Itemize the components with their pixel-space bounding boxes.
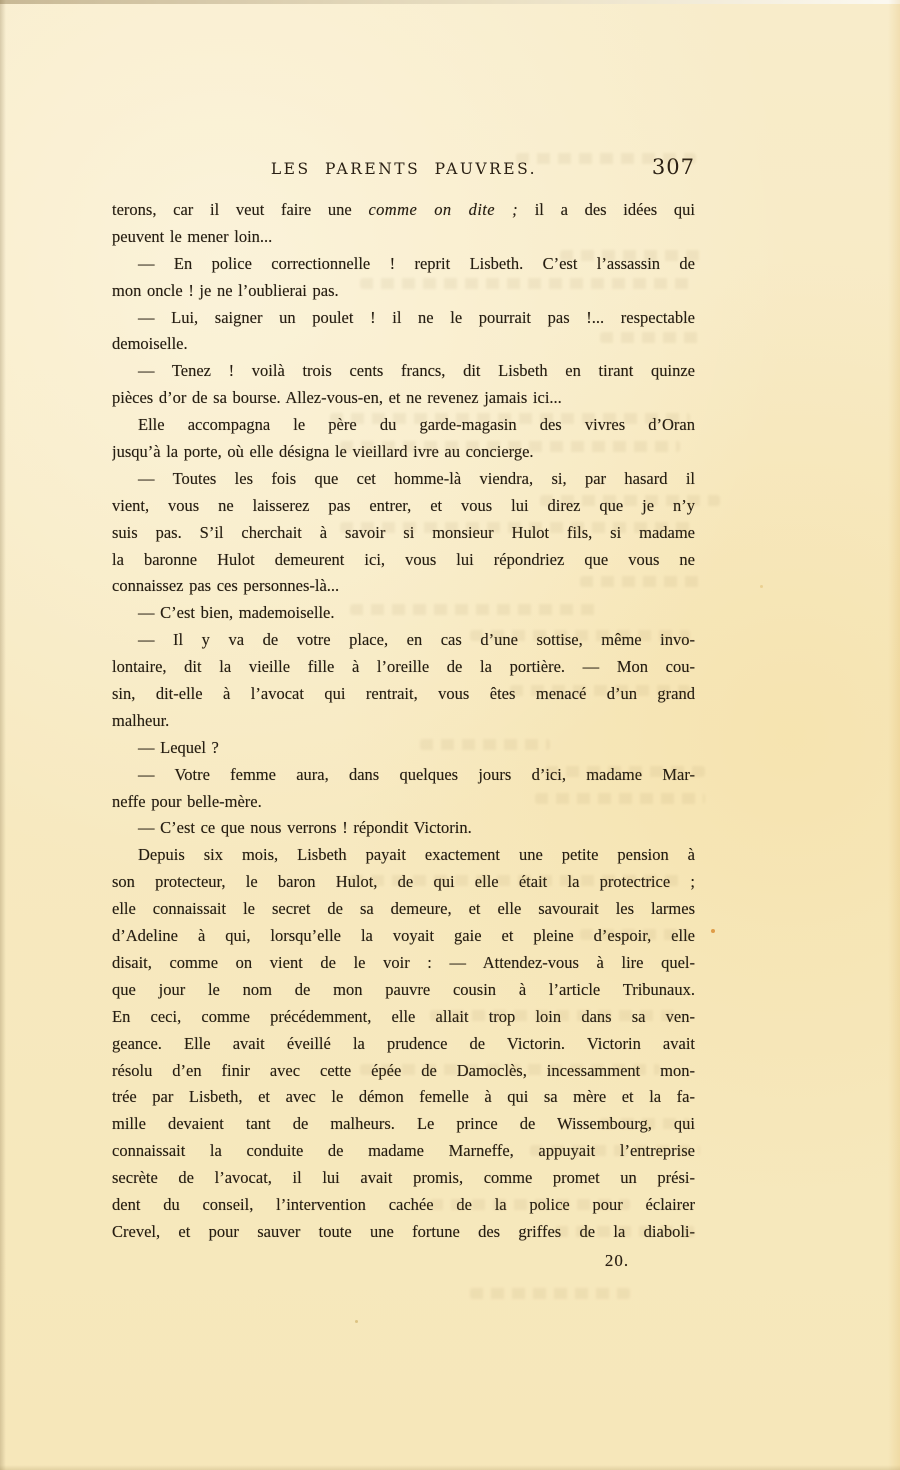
text-line <box>112 1058 695 1085</box>
paper-speck <box>711 929 715 933</box>
text-segment: Depuis six mois, Lisbeth payait exactement une petite pension à <box>138 845 695 865</box>
text-segment: — En police correctionnelle ! reprit Lisbeth. C’est l’assassin de <box>138 253 695 273</box>
text-line <box>112 1031 695 1058</box>
text-segment: — Lequel ? <box>138 737 219 757</box>
text-line <box>112 896 695 923</box>
text-segment: suis pas. S’il cherchait à savoir si monsieur Hulot fils, si madame <box>112 522 695 542</box>
body-text <box>112 197 695 1246</box>
text-segment: mon oncle ! je ne l’oublierai pas. <box>112 280 339 300</box>
text-segment: Crevel, et pour sauver toute une fortune des griffes de la diaboli- <box>112 1221 695 1241</box>
text-segment: geance. Elle avait éveillé la prudence de Victorin. Victorin avait <box>112 1033 695 1053</box>
text-line <box>112 573 695 600</box>
text-segment: peuvent le mener loin... <box>112 226 273 246</box>
text-segment: terons, car il veut faire une <box>112 200 369 219</box>
paper-speck <box>760 585 763 588</box>
text-line <box>112 224 695 251</box>
text-segment: comme on dite ; <box>368 200 519 219</box>
page-bottom-edge <box>0 1465 900 1470</box>
text-segment: vient, vous ne laisserez pas entrer, et vous lui direz que je n’y <box>112 495 695 515</box>
text-segment: neffe pour belle-mère. <box>112 791 262 811</box>
text-segment: trée par Lisbeth, et avec le démon femelle à qui sa mère et la fa- <box>112 1087 695 1107</box>
page-number: 307 <box>651 155 695 179</box>
text-line <box>112 789 695 816</box>
text-segment: — Lui, saigner un poulet ! il ne le pourrait pas !... respectable <box>138 307 695 327</box>
text-line <box>112 654 695 681</box>
text-segment: la baronne Hulot demeurent ici, vous lui répondriez que vous ne <box>112 549 695 569</box>
text-line <box>112 869 695 896</box>
text-line <box>112 600 695 627</box>
text-segment: secrète de l’avocat, il lui avait promis, comme promet un prési- <box>112 1168 695 1188</box>
text-line <box>112 1192 695 1219</box>
text-segment: — Toutes les fois que cet homme-là viendra, si, par hasard il <box>138 468 695 488</box>
text-segment: son protecteur, le baron Hulot, de qui elle était la protectrice ; <box>112 872 695 892</box>
text-segment: d’Adeline à qui, lorsqu’elle la voyait gaie et pleine d’espoir, elle <box>112 926 695 946</box>
text-line <box>112 439 695 466</box>
text-line <box>112 385 695 412</box>
text-line <box>112 735 695 762</box>
text-segment: lontaire, dit la vieille fille à l’oreille de la portière. — Mon cou- <box>112 657 695 677</box>
text-segment: que jour le nom de mon pauvre cousin à l’article Tribunaux. <box>112 979 695 999</box>
text-segment: dent du conseil, l’intervention cachée de la police pour éclairer <box>112 1194 695 1214</box>
text-line <box>112 950 695 977</box>
running-head-title: LES PARENTS PAUVRES. <box>270 160 538 178</box>
paper-speck <box>355 1320 358 1323</box>
text-line <box>112 708 695 735</box>
text-line <box>112 305 695 332</box>
page-left-edge <box>0 0 6 1470</box>
text-segment: — Tenez ! voilà trois cents francs, dit Lisbeth en tirant quinze <box>138 361 695 381</box>
text-segment: elle connaissait le secret de sa demeure, et elle savourait les larmes <box>112 899 695 919</box>
text-line <box>112 1004 695 1031</box>
text-line <box>112 493 695 520</box>
text-line <box>112 1111 695 1138</box>
text-line <box>112 520 695 547</box>
text-segment: jusqu’à la porte, où elle désigna le vieillard ivre au concierge. <box>112 442 534 462</box>
text-line <box>112 815 695 842</box>
text-segment: il a des idées qui <box>518 200 695 219</box>
text-segment: connaissait la conduite de madame Marneffe, appuyait l’entreprise <box>112 1141 695 1161</box>
text-segment: — Il y va de votre place, en cas d’une sottise, même invo- <box>138 630 695 650</box>
signature-mark: 20. <box>604 1251 630 1270</box>
showthrough-ghost <box>470 1288 630 1299</box>
text-line <box>112 197 695 224</box>
text-segment: disait, comme on vient de le voir : — Attendez-vous à lire quel- <box>112 952 695 972</box>
text-segment: demoiselle. <box>112 334 188 354</box>
text-segment: — C’est ce que nous verrons ! répondit Victorin. <box>138 818 472 838</box>
text-line <box>112 412 695 439</box>
text-line <box>112 977 695 1004</box>
text-segment: connaissez pas ces personnes-là... <box>112 576 340 596</box>
text-segment: sin, dit-elle à l’avocat qui rentrait, vous êtes menacé d’un grand <box>112 684 695 704</box>
text-segment: — C’est bien, mademoiselle. <box>138 603 335 623</box>
text-line <box>112 466 695 493</box>
text-line <box>112 331 695 358</box>
text-line <box>112 547 695 574</box>
text-line <box>112 627 695 654</box>
text-segment: malheur. <box>112 710 170 730</box>
text-line <box>112 762 695 789</box>
text-segment: résolu d’en finir avec cette épée de Damoclès, incessamment mon- <box>112 1060 695 1080</box>
page-right-edge <box>888 0 900 1470</box>
text-line <box>112 681 695 708</box>
text-segment: mille devaient tant de malheurs. Le prince de Wissembourg, qui <box>112 1114 695 1134</box>
text-segment: pièces d’or de sa bourse. Allez-vous-en, et ne revenez jamais ici... <box>112 388 562 408</box>
text-segment: Elle accompagna le père du garde-magasin des vivres d’Oran <box>138 415 695 435</box>
text-line <box>112 842 695 869</box>
text-line <box>112 1138 695 1165</box>
text-line <box>112 1165 695 1192</box>
text-line <box>112 1084 695 1111</box>
text-line <box>112 1219 695 1246</box>
page-top-edge <box>0 0 900 4</box>
text-segment: En ceci, comme précédemment, elle allait trop loin dans sa ven- <box>112 1006 695 1026</box>
text-line <box>112 278 695 305</box>
text-line <box>112 251 695 278</box>
text-line <box>112 358 695 385</box>
text-line <box>112 923 695 950</box>
text-segment: — Votre femme aura, dans quelques jours d’ici, madame Mar- <box>138 764 695 784</box>
